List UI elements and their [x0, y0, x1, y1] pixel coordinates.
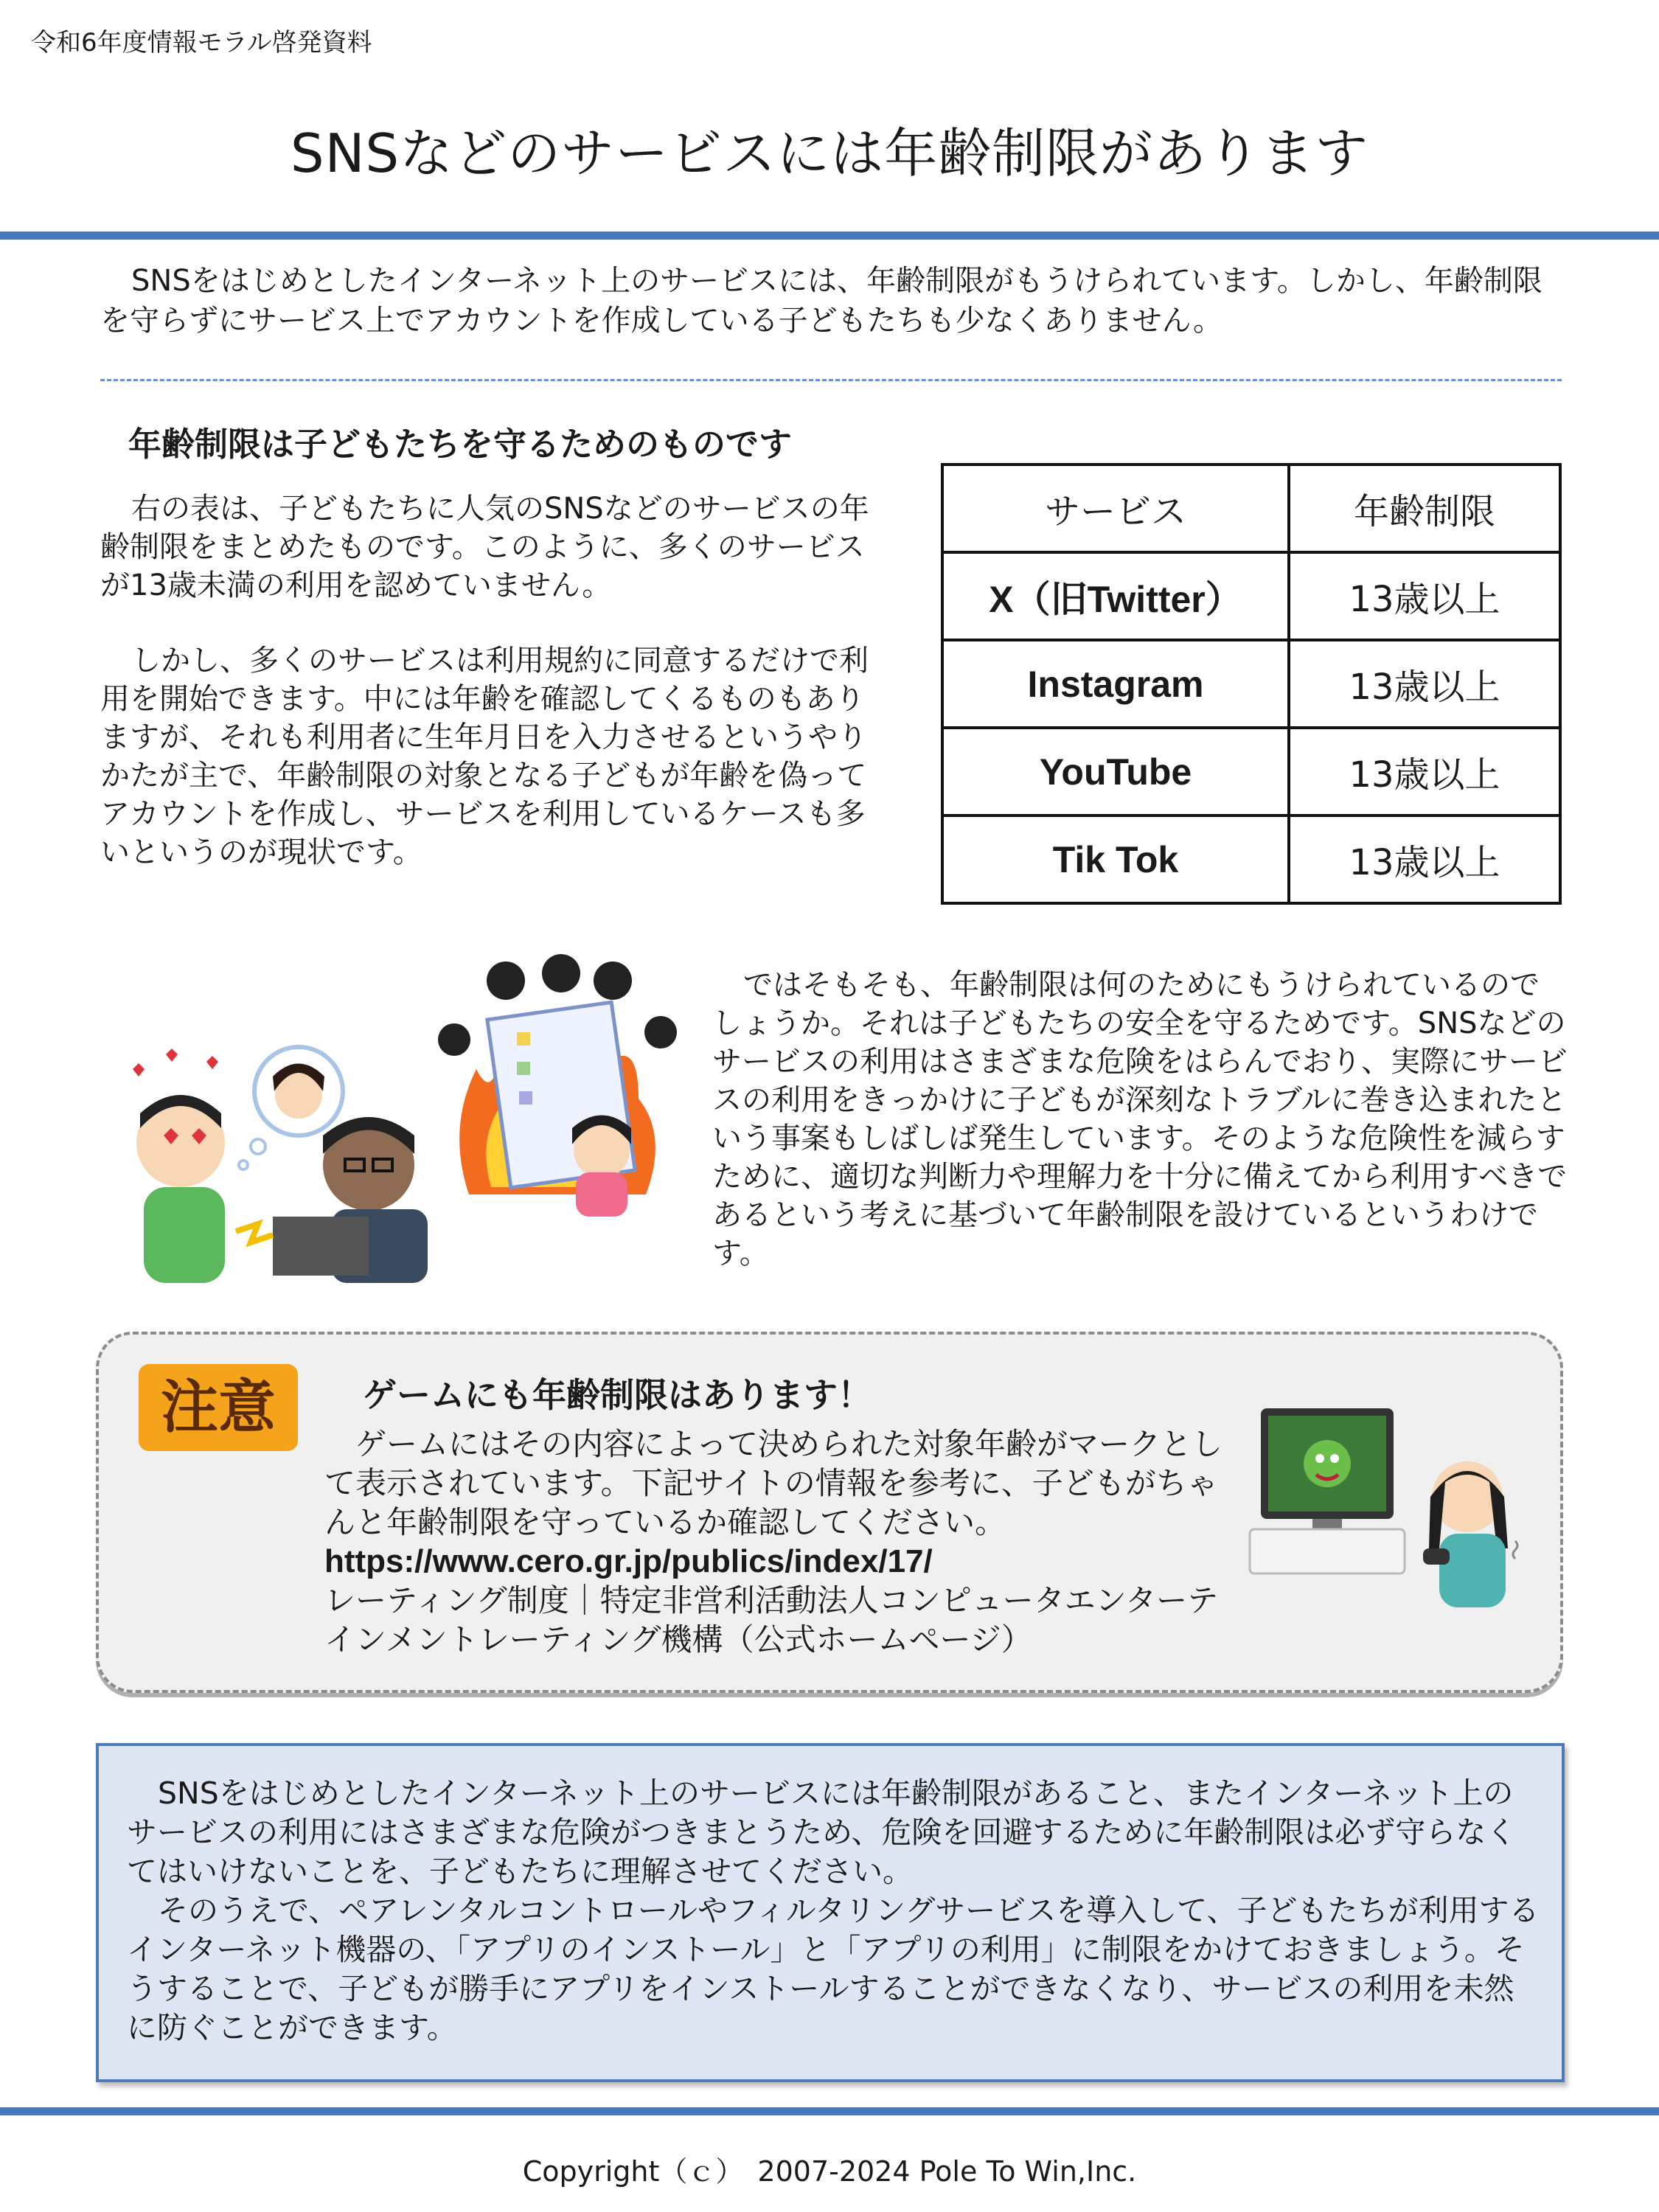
- section-paragraph-1: 右の表は、子どもたちに人気のSNSなどのサービスの年齢制限をまとめたものです。このように、多くのサービスが13歳未満の利用を認めていません。: [100, 492, 869, 602]
- table-row: [942, 640, 1560, 728]
- table-cell-limit: 13歳以上: [1289, 640, 1560, 728]
- summary-text: [127, 1774, 1543, 2048]
- intro-paragraph: SNSをはじめとしたインターネット上のサービスには、年齢制限がもうけられています。しかし、年齢制限を守らずにサービス上でアカウントを作成している子どもたちも少なくありません。: [100, 264, 1543, 338]
- table-cell-limit: 13歳以上: [1289, 815, 1560, 903]
- table-row: [942, 552, 1560, 640]
- page-title: SNSなどのサービスには年齢制限があります: [290, 122, 1369, 184]
- section-paragraph-3: ではそもそも、年齢制限は何のためにもうけられているのでしょうか。それは子どもたちの安全を守るためです。SNSなどのサービスの利用はさまざまな危険をはらんでおり、実際にサービスの利用をきっかけに子どもが深刻なトラブルに巻き込まれたという事案もしばしば発生しています。そのような危険性を減らすために、適切な判断力や理解力を十分に備えてから利用すべきであるという考えに基づいて年齢制限を設けているというわけです。: [712, 968, 1568, 1270]
- table-row: [942, 728, 1560, 815]
- age-limit-table: [941, 463, 1562, 905]
- bottom-divider: [0, 2107, 1659, 2115]
- table-header-service: サービス: [942, 465, 1289, 552]
- copyright: Copyright（ｃ） 2007-2024 Pole To Win,Inc.: [522, 2155, 1137, 2188]
- sns-danger-illustration: [111, 1032, 435, 1283]
- caution-badge: 注意: [139, 1364, 298, 1451]
- summary-paragraph-2: そのうえで、ペアレンタルコントロールやフィルタリングサービスを導入して、子どもたちが利用するインターネット機器の、「アプリのインストール」と「アプリの利用」に制限をかけておきましょう。そうすることで、子どもが勝手にアプリをインストールすることができなくなり、サービスの利用を未然に防ぐことができます。: [127, 1893, 1540, 2045]
- summary-paragraph-1: SNSをはじめとしたインターネット上のサービスには年齢制限があること、またインターネット上のサービスの利用にはさまざまな危険がつきまとうため、危険を回避するために年齢制限は必ず守らなくてはいけないことを、子どもたちに理解させてください。: [127, 1775, 1517, 1889]
- header-label: 令和6年度情報モラル啓発資料: [31, 28, 372, 58]
- notice-body: [324, 1425, 1224, 1659]
- table-header-limit: 年齢制限: [1289, 465, 1560, 552]
- table-cell-limit: 13歳以上: [1289, 552, 1560, 640]
- table-cell-service: Instagram: [942, 640, 1289, 728]
- notice-heading: ゲームにも年齢制限はあります！: [363, 1375, 872, 1415]
- dashed-divider: [100, 379, 1562, 381]
- table-cell-service: YouTube: [942, 728, 1289, 815]
- table-header-row: [942, 465, 1560, 552]
- table-cell-service: Tik Tok: [942, 815, 1289, 903]
- notice-text: ゲームにはその内容によって決められた対象年齢がマークとして表示されています。下記サイトの情報を参考に、子どもがちゃんと年齢制限を守っているか確認してください。: [324, 1426, 1223, 1540]
- table-cell-limit: 13歳以上: [1289, 728, 1560, 815]
- table-cell-service: X（旧Twitter）: [942, 552, 1289, 640]
- section-paragraph-2: しかし、多くのサービスは利用規約に同意するだけで利用を開始できます。中には年齢を確認してくるものもありますが、それも利用者に生年月日を入力させるというやりかたが主で、年齢制限の対象となる子どもが年齢を偽ってアカウントを作成し、サービスを利用しているケースも多いというのが現状です。: [100, 644, 869, 869]
- cero-site-title: レーティング制度｜特定非営利活動法人コンピュータエンターテインメントレーティング機構（公式ホームページ）: [324, 1582, 1219, 1658]
- flaming-sns-illustration: [425, 951, 690, 1217]
- section-heading: 年齢制限は子どもたちを守るためのものです: [128, 425, 793, 464]
- cero-link[interactable]: https://www.cero.gr.jp/publics/index/17/: [324, 1543, 933, 1579]
- top-divider: [0, 232, 1659, 240]
- table-row: [942, 815, 1560, 903]
- gaming-child-illustration: [1246, 1401, 1534, 1622]
